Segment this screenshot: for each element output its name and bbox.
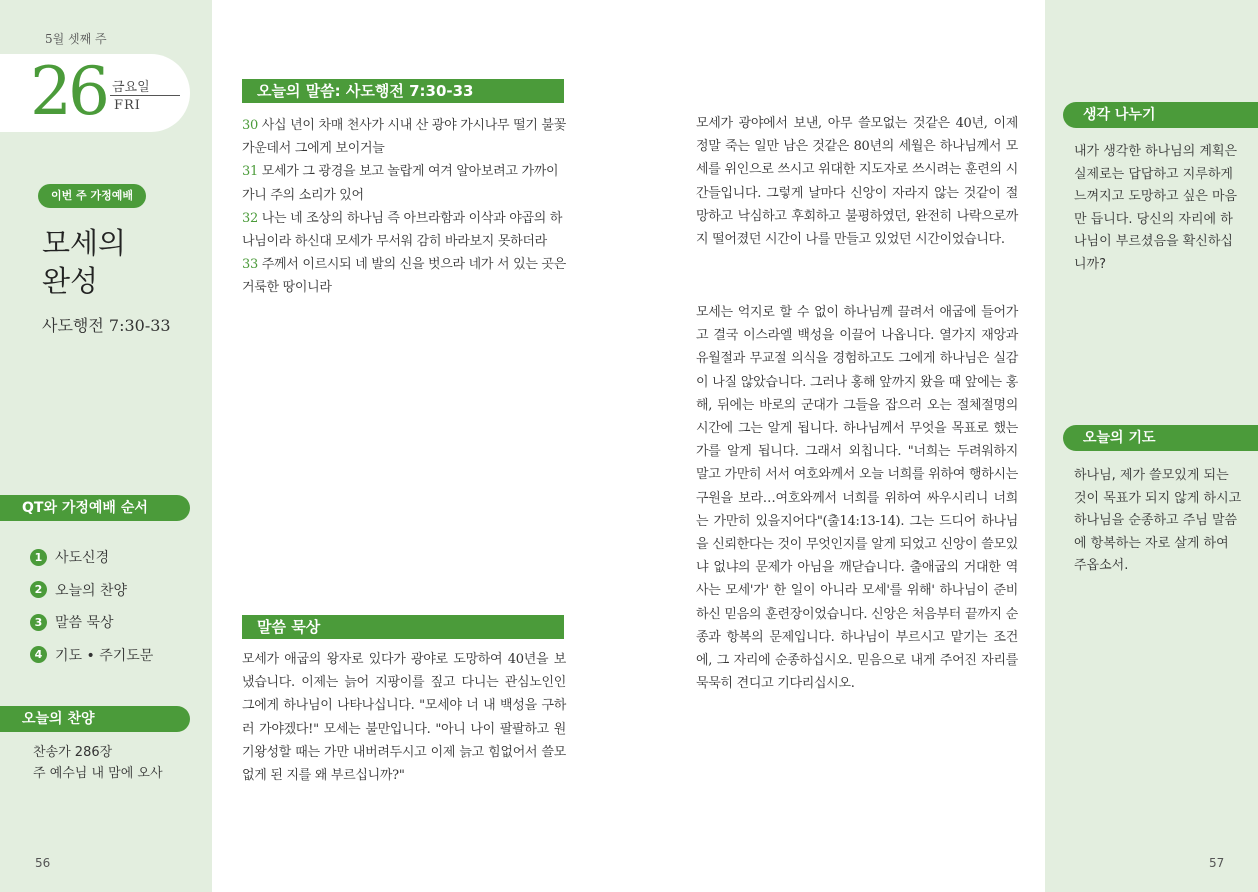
order-label: 사도신경 bbox=[55, 550, 110, 567]
verse-text: 주께서 이르시되 네 발의 신을 벗으라 네가 서 있는 곳은 거룩한 땅이니라 bbox=[242, 257, 566, 296]
number-badge: 3 bbox=[30, 614, 47, 631]
hymn-number: 찬송가 286장 bbox=[33, 745, 113, 760]
list-item bbox=[30, 574, 153, 607]
number-badge: 1 bbox=[30, 549, 47, 566]
order-header: QT와 가정예배 순서 bbox=[0, 495, 190, 521]
order-label: 오늘의 찬양 bbox=[55, 582, 128, 599]
date-number: 26 bbox=[30, 53, 106, 130]
verse-number: 31 bbox=[242, 164, 258, 180]
list-item bbox=[30, 606, 153, 639]
sharing-header: 생각 나누기 bbox=[1063, 102, 1258, 128]
verse-text: 나는 네 조상의 하나님 즉 아브라함과 이삭과 야곱의 하나님이라 하신대 모세가 무서워 감히 바라보지 못하더라 bbox=[242, 210, 563, 250]
devotion-title: 모세의 완성 bbox=[42, 226, 127, 298]
number-badge: 2 bbox=[30, 581, 47, 598]
scripture-header: 오늘의 말씀: 사도행전 7:30-33 bbox=[242, 79, 564, 103]
meditation-paragraph-3: 모세는 억지로 할 수 없이 하나님께 끌려서 애굽에 들어가고 결국 이스라엘 백성을 이끌어 나옵니다. 열가지 재앙과 유월절과 무교절 의식을 경험하고도 그에게 하나님은 실감이 나질 않았습니다. 그러나 홍해 앞까지 왔을 때 앞에는 홍해, 뒤에는 바로의 군대가 그들을 잡으러 오는 절체절명의 시간에 그는 알게 됩니다. 하나님께서 무엇을 목표로 했는가를 알게 됩니다. 그래서 외칩니다. "너희는 두려워하지 말고 가만히 서서 여호와께서 오늘 너희를 위하여 행하시는 구원을 보라…여호와께서 너희를 위하여 싸우시리니 너희는 가만히 있을지어다"(출14:13-14). 그는 드디어 하나님을 신뢰한다는 것이 무엇인지를 알게 되었고 신앙이 쓸모있냐 없냐의 문제가 아님을 깨닫습니다. 출애굽의 거대한 역사는 모세'가' 한 일이 아니라 모세'를 위해' 하나님이 준비하신 믿음의 훈련장이었습니다. 신앙은 처음부터 끝까지 순종과 항복의 문제입니다. 하나님이 부르시고 맡기는 조건에, 그 자리에 순종하십시오. 믿음으로 내게 주어진 자리를 묵묵히 견디고 기다리십시오. bbox=[696, 305, 1018, 692]
order-label: 말씀 묵상 bbox=[55, 615, 114, 632]
page-number-right: 57 bbox=[1209, 856, 1225, 870]
meditation-header: 말씀 묵상 bbox=[242, 615, 564, 639]
verse-number: 33 bbox=[242, 257, 258, 273]
meditation-paragraph-2: 모세가 광야에서 보낸, 아무 쓸모없는 것같은 40년, 이제 정말 죽는 일만 남은 것같은 80년의 세월은 하나님께서 모세를 위인으로 쓰시고 위대한 지도자로 쓰시려는 훈련의 시간들입니다. 그렇게 날마다 신앙이 자라지 않는 것같이 절망하고 낙심하고 후회하고 불평하였던, 완전히 나락으로까지 떨어졌던 시간이 나를 만들고 있었던 시간이었습니다. bbox=[696, 116, 1018, 248]
list-item bbox=[30, 639, 153, 672]
order-label: 기도 • 주기도문 bbox=[55, 647, 154, 664]
verse-text: 사십 년이 차매 천사가 시내 산 광야 가시나무 떨기 불꽃 가운데서 그에게 보이거늘 bbox=[242, 118, 566, 157]
verse-number: 30 bbox=[242, 118, 258, 133]
prayer-text: 하나님, 제가 쓸모있게 되는 것이 목표가 되지 않게 하시고 하나님을 순종하고 주님 말씀에 항복하는 자로 살게 하여 주옵소서. bbox=[1074, 468, 1242, 573]
order-list bbox=[30, 541, 153, 671]
hymn-info bbox=[33, 742, 163, 784]
day-english: FRI bbox=[114, 98, 141, 113]
family-worship-badge: 이번 주 가정예배 bbox=[38, 184, 146, 208]
list-item bbox=[30, 541, 153, 574]
verse-text: 모세가 그 광경을 보고 놀랍게 여겨 알아보려고 가까이 가니 주의 소리가 있어 bbox=[242, 164, 559, 203]
hymn-title: 주 예수님 내 맘에 오사 bbox=[33, 766, 163, 781]
hymn-header: 오늘의 찬양 bbox=[0, 706, 190, 732]
page-number-left: 56 bbox=[35, 856, 51, 870]
meditation-paragraph-1: 모세가 애굽의 왕자로 있다가 광야로 도망하여 40년을 보냈습니다. 이제는 늙어 지팡이를 짚고 다니는 관심노인인 그에게 하나님이 나타나십니다. "모세야 너 내 백성을 구하러 가야겠다!" 모세는 불만입니다. "아니 나이 팔팔하고 원기왕성할 때는 가만 내버려두시고 이제 늙고 힘없어서 쓸모없게 된 지를 왜 부르십니까?" bbox=[242, 652, 566, 784]
date-divider bbox=[110, 95, 180, 96]
sharing-text: 내가 생각한 하나님의 계획은 실제로는 답답하고 지루하게 느껴지고 도망하고 싶은 마음만 듭니다. 당신의 자리에 하나님이 부르셨음을 확신하십니까? bbox=[1074, 144, 1238, 272]
day-korean: 금요일 bbox=[112, 80, 150, 95]
number-badge: 4 bbox=[30, 646, 47, 663]
prayer-header: 오늘의 기도 bbox=[1063, 425, 1258, 451]
devotion-reference: 사도행전 7:30-33 bbox=[42, 316, 171, 335]
week-label: 5월 셋째 주 bbox=[45, 32, 107, 46]
scripture-text bbox=[242, 114, 566, 300]
verse-number: 32 bbox=[242, 210, 258, 226]
